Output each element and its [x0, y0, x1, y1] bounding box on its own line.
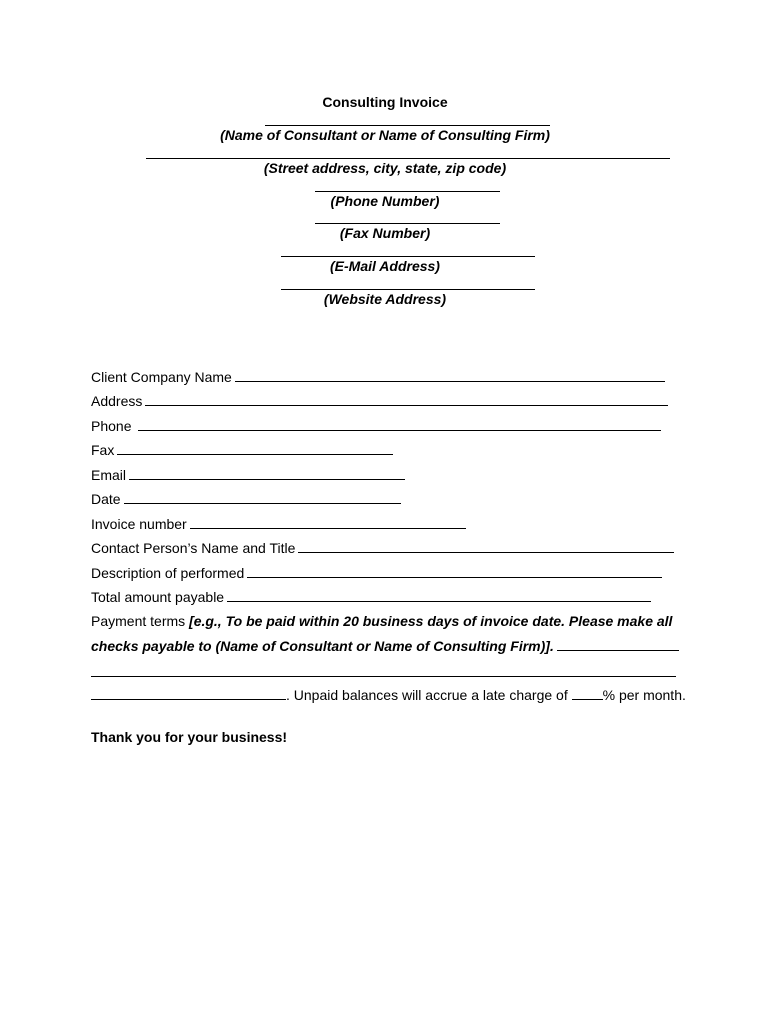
- payment-terms-row-2: [91, 637, 679, 655]
- client-company-name-label: Client Company Name: [91, 369, 232, 385]
- payment-terms-field[interactable]: [557, 637, 679, 651]
- contact-person-label: Contact Person’s Name and Title: [91, 540, 296, 556]
- payment-terms-row: [91, 613, 672, 630]
- fax-field[interactable]: [117, 441, 393, 455]
- email-field[interactable]: [129, 466, 405, 480]
- late-charge-text: . Unpaid balances will accrue a late charge of: [286, 687, 572, 703]
- fax-row: [91, 441, 393, 459]
- invoice-number-label: Invoice number: [91, 516, 187, 532]
- date-row: [91, 490, 401, 508]
- late-charge-row: [91, 686, 686, 704]
- payment-terms-label: Payment terms: [91, 613, 186, 629]
- description-field[interactable]: [247, 564, 662, 578]
- phone-field[interactable]: [138, 417, 661, 431]
- phone-number-line[interactable]: [315, 191, 500, 192]
- late-charge-percent-field[interactable]: [572, 686, 603, 700]
- contact-person-field[interactable]: [298, 539, 674, 553]
- total-amount-row: [91, 588, 651, 606]
- payment-terms-end-field[interactable]: [91, 686, 286, 700]
- late-charge-suffix: % per month.: [602, 687, 686, 703]
- client-company-name-field[interactable]: [235, 368, 665, 382]
- address-label: Address: [91, 393, 143, 409]
- date-field[interactable]: [124, 490, 401, 504]
- address-field[interactable]: [145, 392, 668, 406]
- street-address-label: (Street address, city, state, zip code): [263, 160, 507, 176]
- invoice-number-field[interactable]: [190, 515, 466, 529]
- email-row: [91, 466, 405, 484]
- payment-terms-continuation-line[interactable]: [91, 676, 676, 677]
- total-amount-field[interactable]: [227, 588, 651, 602]
- invoice-number-row: [91, 515, 466, 533]
- date-label: Date: [91, 491, 121, 507]
- email-label: Email: [91, 467, 127, 483]
- website-address-line[interactable]: [281, 289, 535, 290]
- contact-person-row: [91, 539, 674, 557]
- fax-number-line[interactable]: [315, 223, 500, 224]
- email-address-label: (E-Mail Address): [330, 258, 440, 274]
- street-address-line[interactable]: [146, 158, 670, 159]
- description-label: Description of performed: [91, 565, 245, 581]
- invoice-title: Consulting Invoice: [322, 94, 448, 110]
- phone-row: [91, 417, 661, 435]
- payment-terms-example-line2: checks payable to (Name of Consultant or Name of Consulting Firm)].: [91, 638, 554, 654]
- closing-message: Thank you for your business!: [91, 729, 288, 745]
- phone-number-label: (Phone Number): [330, 193, 440, 209]
- fax-number-label: (Fax Number): [339, 225, 431, 241]
- consultant-name-label: (Name of Consultant or Name of Consulting Firm): [220, 127, 550, 143]
- description-row: [91, 564, 662, 582]
- address-row: [91, 392, 668, 410]
- client-company-name-row: [91, 368, 665, 386]
- payment-terms-example-line1: [e.g., To be paid within 20 business days of invoice date. Please make all: [189, 613, 673, 629]
- consultant-name-line[interactable]: [265, 125, 550, 126]
- fax-label: Fax: [91, 442, 115, 458]
- total-amount-label: Total amount payable: [91, 589, 225, 605]
- phone-label: Phone: [91, 418, 132, 434]
- website-address-label: (Website Address): [323, 291, 447, 307]
- email-address-line[interactable]: [281, 256, 535, 257]
